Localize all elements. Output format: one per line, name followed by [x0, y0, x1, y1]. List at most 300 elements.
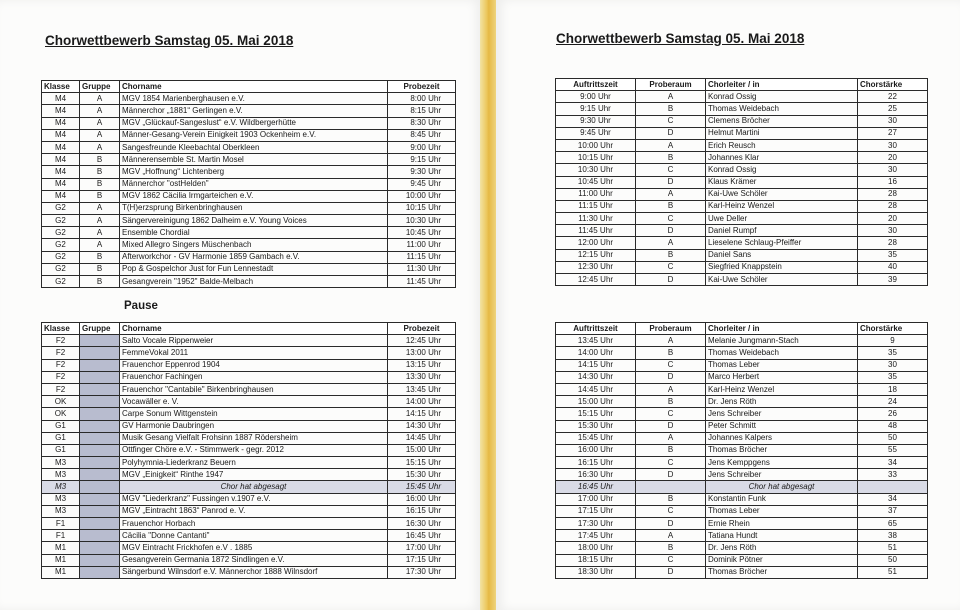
cell-probezeit: 11:30 Uhr — [388, 263, 456, 275]
cell-proberaum: A — [636, 139, 706, 151]
cell-probezeit: 16:45 Uhr — [388, 530, 456, 542]
header-chorleiter: Chorleiter / in — [706, 79, 858, 91]
cell-gruppe: B — [80, 276, 120, 288]
cell-chorleiter: Siegfried Knappstein — [706, 261, 858, 273]
left-table-morning — [41, 80, 456, 288]
cell-probezeit: 14:15 Uhr — [388, 408, 456, 420]
cell-chorleiter: Peter Schmitt — [706, 420, 858, 432]
header-chorleiter: Chorleiter / in — [706, 323, 858, 335]
cell-chorname: Frauenchor Horbach — [120, 518, 388, 530]
cell-chorleiter: Klaus Krämer — [706, 176, 858, 188]
table-row — [42, 154, 456, 166]
cell-chorleiter: Erich Reusch — [706, 139, 858, 151]
header-chorname: Chorname — [120, 323, 388, 335]
table-row — [556, 261, 928, 273]
cell-klasse: G1 — [42, 444, 80, 456]
table-row — [42, 141, 456, 153]
cell-chorleiter: Johannes Kalpers — [706, 432, 858, 444]
cell-chorname: Frauenchor Fachingen — [120, 371, 388, 383]
table-row — [42, 202, 456, 214]
cell-klasse: F2 — [42, 335, 80, 347]
cell-klasse: M4 — [42, 129, 80, 141]
cell-gruppe: A — [80, 202, 120, 214]
cell-proberaum: B — [636, 444, 706, 456]
cell-auftrittszeit: 15:00 Uhr — [556, 396, 636, 408]
cell-auftrittszeit: 13:45 Uhr — [556, 335, 636, 347]
cell-auftrittszeit: 11:45 Uhr — [556, 225, 636, 237]
cell-gruppe — [80, 420, 120, 432]
cell-auftrittszeit: 18:15 Uhr — [556, 554, 636, 566]
cell-chorname: Ensemble Chordial — [120, 227, 388, 239]
cell-probezeit: 8:30 Uhr — [388, 117, 456, 129]
cell-probezeit: 15:45 Uhr — [388, 481, 456, 493]
table-row — [42, 371, 456, 383]
cell-chorname: Sängervereinigung 1862 Dalheim e.V. Young Voices — [120, 215, 388, 227]
cell-chorname: Musik Gesang Vielfalt Frohsinn 1887 Rödersheim — [120, 432, 388, 444]
left-table-afternoon — [41, 322, 456, 579]
table-row — [556, 249, 928, 261]
cell-chorleiter: Konrad Ossig — [706, 91, 858, 103]
table-row — [42, 190, 456, 202]
cell-proberaum: B — [636, 152, 706, 164]
table-row — [42, 276, 456, 288]
cell-klasse: M4 — [42, 166, 80, 178]
table-row — [556, 505, 928, 517]
cell-proberaum: B — [636, 347, 706, 359]
cell-chorleiter: Konrad Ossig — [706, 164, 858, 176]
cell-probezeit: 17:15 Uhr — [388, 554, 456, 566]
table-row — [556, 213, 928, 225]
cell-proberaum: A — [636, 530, 706, 542]
header-chorname: Chorname — [120, 81, 388, 93]
cell-probezeit: 9:15 Uhr — [388, 154, 456, 166]
cell-probezeit: 10:45 Uhr — [388, 227, 456, 239]
cell-chorleiter: Lieselene Schlaug-Pfeiffer — [706, 237, 858, 249]
cell-probezeit: 15:15 Uhr — [388, 457, 456, 469]
cell-proberaum: D — [636, 225, 706, 237]
cell-klasse: F1 — [42, 530, 80, 542]
cell-chorstaerke: 34 — [858, 493, 928, 505]
cell-chorleiter: Jens Kemppgens — [706, 457, 858, 469]
cell-chorleiter: Thomas Bröcher — [706, 566, 858, 578]
cell-proberaum: C — [636, 408, 706, 420]
table-row — [42, 383, 456, 395]
table-row — [42, 166, 456, 178]
cell-gruppe: A — [80, 93, 120, 105]
cell-chorstaerke: 30 — [858, 225, 928, 237]
cell-probezeit: 17:30 Uhr — [388, 566, 456, 578]
table-row — [556, 432, 928, 444]
cell-probezeit: 11:00 Uhr — [388, 239, 456, 251]
cell-chorleiter: Chor hat abgesagt — [706, 481, 858, 493]
cell-chorname: Frauenchor Eppenrod 1904 — [120, 359, 388, 371]
cell-chorleiter: Kai-Uwe Schöler — [706, 274, 858, 286]
table-row — [42, 493, 456, 505]
table-row — [42, 542, 456, 554]
cell-chorname: Männerchor „1881“ Gerlingen e.V. — [120, 105, 388, 117]
cell-probezeit: 10:30 Uhr — [388, 215, 456, 227]
cell-klasse: M4 — [42, 117, 80, 129]
cell-auftrittszeit: 18:00 Uhr — [556, 542, 636, 554]
table-row — [42, 457, 456, 469]
cell-gruppe: B — [80, 178, 120, 190]
cell-chorstaerke: 33 — [858, 469, 928, 481]
table-row — [556, 152, 928, 164]
cell-proberaum: B — [636, 249, 706, 261]
header-proberaum: Proberaum — [636, 323, 706, 335]
table-row — [42, 335, 456, 347]
cell-auftrittszeit: 10:45 Uhr — [556, 176, 636, 188]
cell-auftrittszeit: 15:15 Uhr — [556, 408, 636, 420]
cell-chorleiter: Uwe Deller — [706, 213, 858, 225]
cell-probezeit: 15:00 Uhr — [388, 444, 456, 456]
cell-klasse: M3 — [42, 493, 80, 505]
cell-klasse: G2 — [42, 202, 80, 214]
cell-auftrittszeit: 14:00 Uhr — [556, 347, 636, 359]
cell-klasse: M1 — [42, 554, 80, 566]
table-row — [556, 359, 928, 371]
cell-gruppe — [80, 383, 120, 395]
cell-proberaum: C — [636, 115, 706, 127]
cell-gruppe — [80, 335, 120, 347]
table-row — [556, 139, 928, 151]
cell-chorname: Carpe Sonum Wittgenstein — [120, 408, 388, 420]
left-table-morning-header — [42, 81, 456, 93]
table-row — [42, 566, 456, 578]
cell-probezeit: 8:15 Uhr — [388, 105, 456, 117]
cell-proberaum: D — [636, 566, 706, 578]
pause-label: Pause — [124, 300, 158, 312]
cell-klasse: M4 — [42, 178, 80, 190]
cell-proberaum: C — [636, 457, 706, 469]
cell-chorname: Männerensemble St. Martin Mosel — [120, 154, 388, 166]
cell-proberaum: D — [636, 371, 706, 383]
cell-proberaum: A — [636, 237, 706, 249]
cell-chorleiter: Thomas Bröcher — [706, 444, 858, 456]
cell-gruppe — [80, 432, 120, 444]
cell-klasse: G2 — [42, 251, 80, 263]
cell-proberaum: B — [636, 542, 706, 554]
table-row — [42, 105, 456, 117]
cell-gruppe: A — [80, 227, 120, 239]
header-gruppe: Gruppe — [80, 81, 120, 93]
cell-probezeit: 14:45 Uhr — [388, 432, 456, 444]
cell-chorstaerke: 30 — [858, 115, 928, 127]
cell-chorname: Sangesfreunde Kleebachtal Oberkleen — [120, 141, 388, 153]
cell-probezeit: 13:30 Uhr — [388, 371, 456, 383]
table-row — [42, 239, 456, 251]
cell-auftrittszeit: 10:00 Uhr — [556, 139, 636, 151]
cell-probezeit: 10:00 Uhr — [388, 190, 456, 202]
cell-klasse: M3 — [42, 481, 80, 493]
cell-auftrittszeit: 11:15 Uhr — [556, 200, 636, 212]
cell-probezeit: 15:30 Uhr — [388, 469, 456, 481]
cell-klasse: G2 — [42, 276, 80, 288]
cell-proberaum: C — [636, 505, 706, 517]
cell-probezeit: 8:00 Uhr — [388, 93, 456, 105]
header-chorstaerke: Chorstärke — [858, 323, 928, 335]
cell-auftrittszeit: 14:30 Uhr — [556, 371, 636, 383]
header-auftrittszeit: Auftrittszeit — [556, 79, 636, 91]
cell-auftrittszeit: 9:15 Uhr — [556, 103, 636, 115]
cell-chorname: Cäcilia "Donne Cantanti" — [120, 530, 388, 542]
cell-klasse: M4 — [42, 190, 80, 202]
cell-gruppe: A — [80, 239, 120, 251]
cell-gruppe: A — [80, 129, 120, 141]
cell-auftrittszeit: 10:15 Uhr — [556, 152, 636, 164]
cell-auftrittszeit: 14:15 Uhr — [556, 359, 636, 371]
cell-proberaum: D — [636, 469, 706, 481]
header-proberaum: Proberaum — [636, 79, 706, 91]
cell-proberaum: C — [636, 213, 706, 225]
table-row — [42, 215, 456, 227]
cell-klasse: G2 — [42, 263, 80, 275]
table-row — [42, 420, 456, 432]
cell-chorleiter: Helmut Martini — [706, 127, 858, 139]
right-page — [496, 0, 960, 610]
table-row — [42, 359, 456, 371]
cell-proberaum: B — [636, 396, 706, 408]
cell-gruppe — [80, 554, 120, 566]
cell-chorleiter: Kai-Uwe Schöler — [706, 188, 858, 200]
cell-proberaum: B — [636, 200, 706, 212]
cell-proberaum: D — [636, 127, 706, 139]
table-row — [556, 103, 928, 115]
table-row — [556, 274, 928, 286]
cell-chorstaerke: 28 — [858, 188, 928, 200]
right-table-morning — [555, 78, 928, 286]
cell-proberaum: A — [636, 383, 706, 395]
cell-chorleiter: Dr. Jens Röth — [706, 396, 858, 408]
header-probezeit: Probezeit — [388, 81, 456, 93]
table-row — [42, 129, 456, 141]
cell-chorstaerke: 50 — [858, 554, 928, 566]
header-chorstaerke: Chorstärke — [858, 79, 928, 91]
table-row — [556, 481, 928, 493]
cell-chorname: MGV 1862 Cäcilia Irmgarteichen e.V. — [120, 190, 388, 202]
cell-auftrittszeit: 16:15 Uhr — [556, 457, 636, 469]
table-row — [556, 91, 928, 103]
table-row — [42, 469, 456, 481]
cell-proberaum: D — [636, 518, 706, 530]
cell-auftrittszeit: 16:45 Uhr — [556, 481, 636, 493]
cell-chorname: Pop & Gospelchor Just for Fun Lennestadt — [120, 263, 388, 275]
cell-proberaum — [636, 481, 706, 493]
cell-gruppe: A — [80, 117, 120, 129]
cell-chorstaerke: 28 — [858, 200, 928, 212]
table-row — [556, 518, 928, 530]
cell-chorstaerke: 65 — [858, 518, 928, 530]
cell-proberaum: C — [636, 554, 706, 566]
cell-chorname: MGV „Einigkeit“ Rinthe 1947 — [120, 469, 388, 481]
cell-proberaum: C — [636, 164, 706, 176]
table-row — [42, 505, 456, 517]
table-row — [556, 188, 928, 200]
cell-chorname: MGV „Eintracht 1863“ Panrod e. V. — [120, 505, 388, 517]
binding-gutter — [480, 0, 496, 610]
table-row — [556, 457, 928, 469]
cell-chorleiter: Thomas Leber — [706, 505, 858, 517]
cell-chorstaerke: 51 — [858, 566, 928, 578]
header-gruppe: Gruppe — [80, 323, 120, 335]
cell-chorname: MGV "Liederkranz" Fussingen v.1907 e.V. — [120, 493, 388, 505]
cell-chorstaerke: 35 — [858, 249, 928, 261]
table-row — [556, 115, 928, 127]
cell-chorstaerke: 51 — [858, 542, 928, 554]
cell-chorstaerke: 35 — [858, 347, 928, 359]
cell-gruppe — [80, 457, 120, 469]
cell-gruppe — [80, 518, 120, 530]
cell-gruppe — [80, 408, 120, 420]
table-row — [556, 493, 928, 505]
cell-klasse: G2 — [42, 239, 80, 251]
cell-chorstaerke: 30 — [858, 164, 928, 176]
table-row — [42, 408, 456, 420]
header-probezeit: Probezeit — [388, 323, 456, 335]
cell-probezeit: 9:00 Uhr — [388, 141, 456, 153]
cell-chorleiter: Clemens Bröcher — [706, 115, 858, 127]
cell-klasse: M4 — [42, 105, 80, 117]
cell-probezeit: 14:00 Uhr — [388, 396, 456, 408]
cell-chorstaerke: 37 — [858, 505, 928, 517]
table-row — [556, 200, 928, 212]
cell-klasse: M4 — [42, 154, 80, 166]
cell-chorleiter: Daniel Sans — [706, 249, 858, 261]
cell-gruppe: A — [80, 141, 120, 153]
cell-klasse: F1 — [42, 518, 80, 530]
cell-klasse: F2 — [42, 347, 80, 359]
table-row — [42, 518, 456, 530]
table-row — [42, 481, 456, 493]
cell-gruppe: A — [80, 105, 120, 117]
table-row — [556, 420, 928, 432]
cell-chorname: MGV „Hoffnung“ Lichtenberg — [120, 166, 388, 178]
cell-auftrittszeit: 16:30 Uhr — [556, 469, 636, 481]
table-row — [556, 164, 928, 176]
cell-auftrittszeit: 18:30 Uhr — [556, 566, 636, 578]
page-title-left: Chorwettbewerb Samstag 05. Mai 2018 — [45, 33, 294, 48]
cell-gruppe — [80, 530, 120, 542]
right-table-morning-header — [556, 79, 928, 91]
cell-gruppe: B — [80, 166, 120, 178]
cell-gruppe: B — [80, 263, 120, 275]
cell-chorstaerke: 30 — [858, 139, 928, 151]
cell-probezeit: 10:15 Uhr — [388, 202, 456, 214]
cell-chorname: MGV „Glückauf-Sangeslust“ e.V. Wildbergerhütte — [120, 117, 388, 129]
table-row — [556, 444, 928, 456]
cell-chorname: Afterworkchor - GV Harmonie 1859 Gambach e.V. — [120, 251, 388, 263]
table-row — [556, 530, 928, 542]
table-row — [42, 251, 456, 263]
cell-auftrittszeit: 12:00 Uhr — [556, 237, 636, 249]
cell-chorstaerke: 22 — [858, 91, 928, 103]
cell-klasse: G2 — [42, 227, 80, 239]
cell-chorname: Männer-Gesang-Verein Einigkeit 1903 Ockenheim e.V. — [120, 129, 388, 141]
cell-chorstaerke: 35 — [858, 371, 928, 383]
cell-gruppe — [80, 566, 120, 578]
cell-auftrittszeit: 9:30 Uhr — [556, 115, 636, 127]
cell-proberaum: B — [636, 103, 706, 115]
cell-chorname: Salto Vocale Rippenweier — [120, 335, 388, 347]
cell-auftrittszeit: 15:45 Uhr — [556, 432, 636, 444]
table-row — [42, 347, 456, 359]
cell-chorstaerke: 16 — [858, 176, 928, 188]
table-row — [556, 469, 928, 481]
right-table-afternoon — [555, 322, 928, 579]
cell-gruppe — [80, 505, 120, 517]
cell-gruppe: A — [80, 215, 120, 227]
table-row — [556, 371, 928, 383]
table-row — [556, 347, 928, 359]
cell-chorleiter: Dr. Jens Röth — [706, 542, 858, 554]
cell-chorname: Ottfinger Chöre e.V. - Stimmwerk - gegr. 2012 — [120, 444, 388, 456]
cell-gruppe — [80, 396, 120, 408]
cell-probezeit: 9:30 Uhr — [388, 166, 456, 178]
table-row — [42, 444, 456, 456]
table-row — [42, 178, 456, 190]
cell-chorstaerke: 55 — [858, 444, 928, 456]
cell-chorstaerke: 50 — [858, 432, 928, 444]
cell-probezeit: 17:00 Uhr — [388, 542, 456, 554]
table-row — [556, 237, 928, 249]
cell-chorleiter: Tatiana Hundt — [706, 530, 858, 542]
cell-chorname: Polyhymnia-Liederkranz Beuern — [120, 457, 388, 469]
cell-chorstaerke: 26 — [858, 408, 928, 420]
cell-auftrittszeit: 11:00 Uhr — [556, 188, 636, 200]
table-row — [556, 554, 928, 566]
cell-proberaum: B — [636, 493, 706, 505]
cell-auftrittszeit: 12:15 Uhr — [556, 249, 636, 261]
cell-probezeit: 13:00 Uhr — [388, 347, 456, 359]
cell-klasse: G1 — [42, 432, 80, 444]
cell-proberaum: D — [636, 274, 706, 286]
cell-chorname: Vocawäller e. V. — [120, 396, 388, 408]
table-row — [556, 335, 928, 347]
table-row — [42, 432, 456, 444]
cell-chorstaerke: 28 — [858, 237, 928, 249]
cell-chorstaerke — [858, 481, 928, 493]
cell-auftrittszeit: 10:30 Uhr — [556, 164, 636, 176]
cell-probezeit: 13:45 Uhr — [388, 383, 456, 395]
cell-chorname: Frauenchor "Cantabile" Birkenbringhausen — [120, 383, 388, 395]
left-table-afternoon-header — [42, 323, 456, 335]
cell-auftrittszeit: 17:00 Uhr — [556, 493, 636, 505]
cell-auftrittszeit: 17:15 Uhr — [556, 505, 636, 517]
cell-chorstaerke: 18 — [858, 383, 928, 395]
cell-gruppe — [80, 469, 120, 481]
cell-probezeit: 8:45 Uhr — [388, 129, 456, 141]
table-row — [556, 225, 928, 237]
cell-chorname: FemmeVokal 2011 — [120, 347, 388, 359]
cell-klasse: M1 — [42, 566, 80, 578]
cell-chorleiter: Karl-Heinz Wenzel — [706, 200, 858, 212]
cell-probezeit: 16:00 Uhr — [388, 493, 456, 505]
header-klasse: Klasse — [42, 81, 80, 93]
table-row — [42, 227, 456, 239]
cell-proberaum: C — [636, 359, 706, 371]
cell-chorname: Chor hat abgesagt — [120, 481, 388, 493]
cell-chorleiter: Johannes Klar — [706, 152, 858, 164]
cell-klasse: M4 — [42, 93, 80, 105]
cell-gruppe — [80, 347, 120, 359]
cell-klasse: G1 — [42, 420, 80, 432]
cell-klasse: F2 — [42, 383, 80, 395]
cell-klasse: M1 — [42, 542, 80, 554]
cell-proberaum: A — [636, 91, 706, 103]
cell-klasse: M3 — [42, 457, 80, 469]
cell-chorstaerke: 30 — [858, 359, 928, 371]
cell-chorstaerke: 38 — [858, 530, 928, 542]
